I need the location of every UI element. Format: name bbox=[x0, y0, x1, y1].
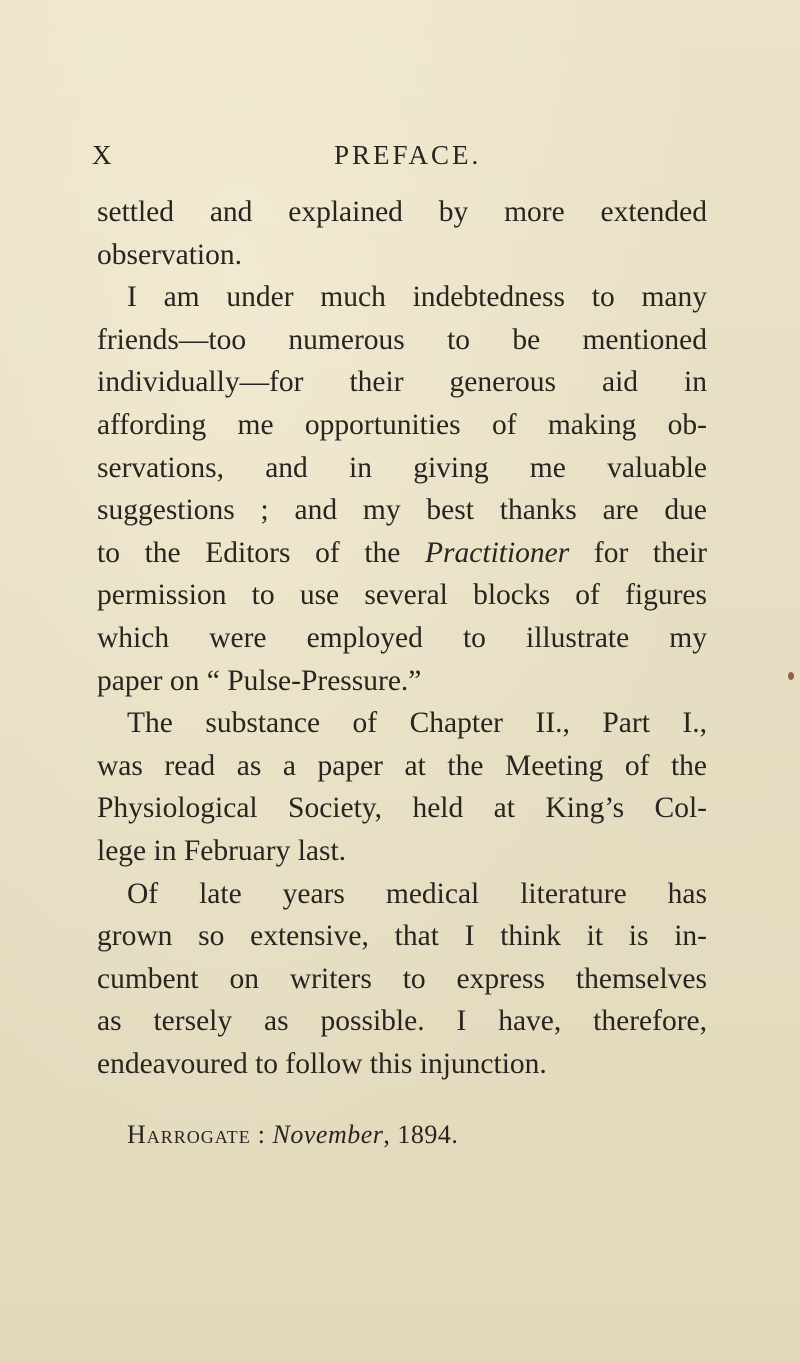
text-line: The substance of Chapter II., Part I., bbox=[127, 707, 707, 740]
signoff-month: November bbox=[272, 1120, 384, 1149]
text-line: lege in February last. bbox=[97, 834, 347, 867]
text-line: Of late years medical literature has bbox=[127, 877, 707, 910]
text-line: paper on “ Pulse-Pressure.” bbox=[97, 664, 422, 697]
text-line: Physiological Society, held at King’s Col- bbox=[97, 792, 707, 825]
text-line: friends—too numerous to be mentioned bbox=[97, 323, 707, 356]
page-header bbox=[92, 140, 732, 180]
text-line: grown so extensive, that I think it is in- bbox=[97, 920, 707, 953]
text-line: affording me opportunities of making ob- bbox=[97, 408, 707, 441]
text-line: as tersely as possible. I have, therefore, bbox=[97, 1005, 707, 1038]
text-line: I am under much indebtedness to many bbox=[127, 281, 707, 314]
text-line: which were employed to illustrate my bbox=[97, 621, 707, 654]
text-line: suggestions ; and my best thanks are due bbox=[97, 494, 707, 527]
text-line: endeavoured to follow this injunction. bbox=[97, 1047, 547, 1080]
text-line: cumbent on writers to express themselves bbox=[97, 962, 707, 995]
signoff-year: , 1894. bbox=[383, 1120, 459, 1149]
text-line: settled and explained by more extended bbox=[97, 196, 707, 228]
signoff-separator: : bbox=[250, 1120, 273, 1149]
text-line: permission to use several blocks of figures bbox=[97, 579, 707, 612]
text-line: observation. bbox=[97, 238, 243, 271]
signoff-place: Harrogate bbox=[127, 1120, 251, 1149]
text-line: was read as a paper at the Meeting of the bbox=[97, 749, 707, 782]
text-fragment: for their bbox=[569, 536, 707, 569]
running-head: PREFACE. bbox=[334, 140, 482, 170]
text-line: individually—for their generous aid in bbox=[97, 366, 707, 399]
journal-title: Practitioner bbox=[425, 536, 570, 569]
text-line bbox=[97, 532, 707, 575]
text-line: servations, and in giving me valuable bbox=[97, 451, 707, 484]
text-fragment: to the Editors of the bbox=[97, 536, 426, 569]
page-number: X bbox=[92, 140, 113, 170]
preface-body bbox=[97, 191, 707, 1085]
signoff bbox=[127, 1120, 458, 1150]
paper-speck bbox=[788, 672, 794, 680]
